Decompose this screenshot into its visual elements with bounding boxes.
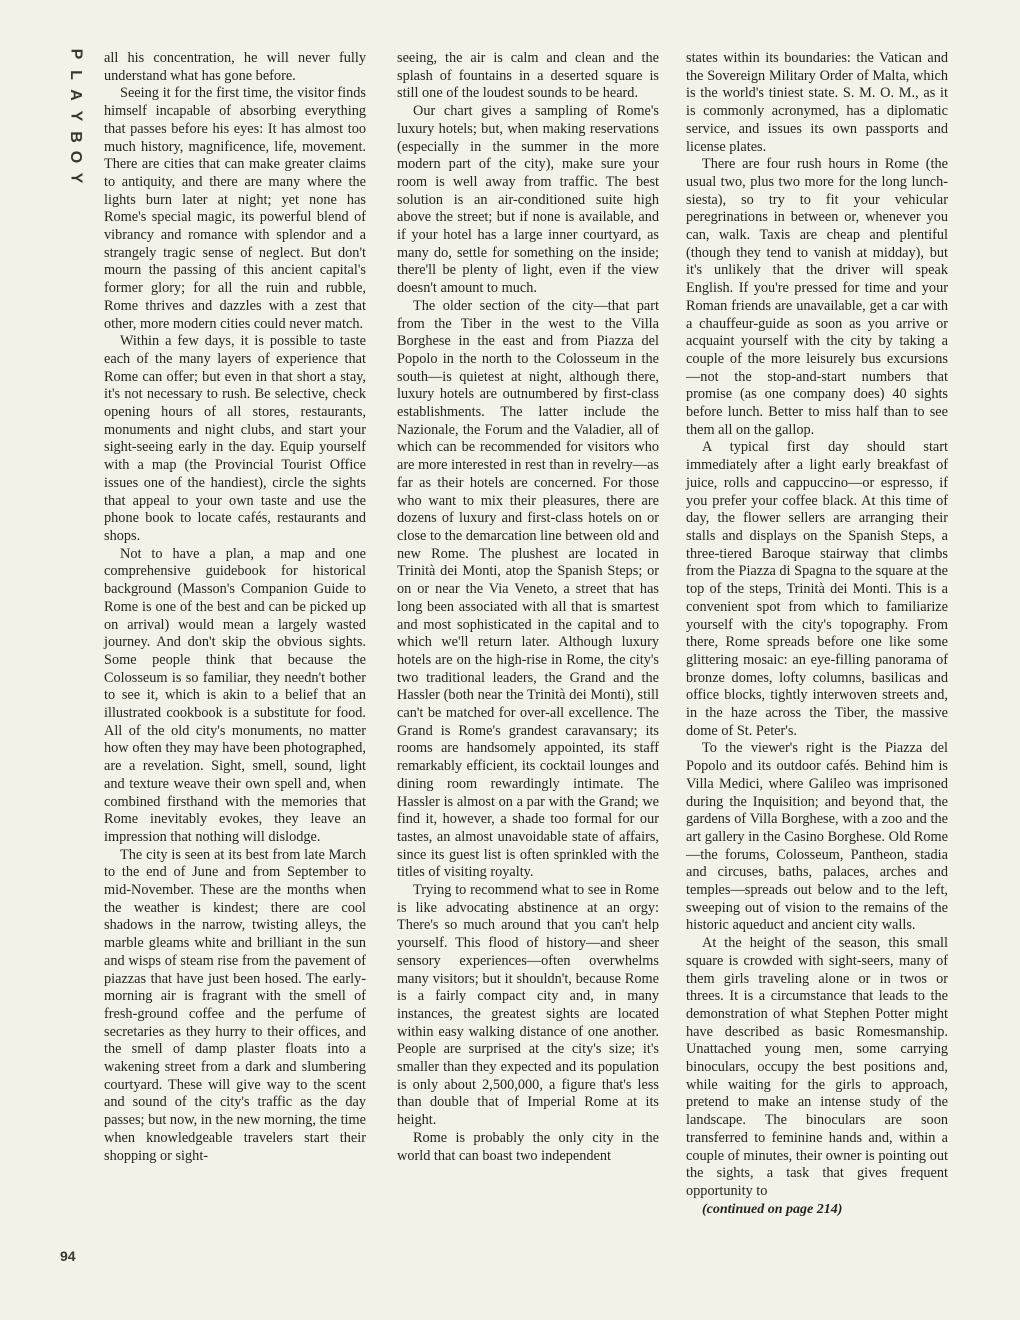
paragraph: To the viewer's right is the Piazza del Popolo and its outdoor cafés. Behind him is Villa Medici, where Galileo was imprisoned during the Inquisition; and beyond that, the gardens of Villa Borghese, with a zoo and the art gallery in the Casino Borghese. Old Rome—the forums, Colosseum, Pantheon, stadia and circuses, baths, palaces, arches and temples—spreads out below and to the left, sweeping out of vision to the remains of the historic aqueduct and ancient city walls.: [686, 740, 948, 934]
paragraph: Within a few days, it is possible to taste each of the many layers of experience that Rome can offer; but even in that short a stay, it's not necessary to rush. Be selective, check opening hours of all stores, restaurants, monuments and night clubs, and start your sight-seeing early in the day. Equip yourself with a map (the Provincial Tourist Office issues one of the handiest), circle the sights that appeal to your own taste and use the phone book to locate cafés, restaurants and shops.: [104, 333, 366, 544]
paragraph: all his concentration, he will never fully understand what has gone before.: [104, 50, 366, 84]
continued-note[interactable]: (continued on page 214): [702, 1201, 843, 1217]
paragraph: At the height of the season, this small square is crowded with sight-seers, many of them girls traveling alone or in twos or threes. It is a circumstance that leads to the demonstration of what Stephen Potter might have described as basic Romesmanship. Unattached young men, some carrying binoculars, occupy the best positions and, while waiting for the girls to approach, pretend to make an intense study of the landscape. The binoculars are soon transferred to feminine hands and, within a couple of minutes, their owner is pointing out the sights, a task that gives frequent opportunity to: [686, 935, 948, 1199]
paragraph: states within its boundaries: the Vatican and the Sovereign Military Order of Malta, which is the world's tiniest state. S. M. O. M., as it is commonly acronymed, has a diplomatic service, and issues its own passports and license plates.: [686, 50, 948, 155]
paragraph: Not to have a plan, a map and one comprehensive guidebook for historical background (Masson's Companion Guide to Rome is one of the best and can be picked up on arrival) would mean a largely wasted journey. And don't skip the obvious sights. Some people think that because the Colosseum is so familiar, they needn't bother to see it, which is akin to a belief that an illustrated cookbook is a substitute for food. All of the old city's monuments, no matter how often they may have been photographed, are a revelation. Sight, smell, sound, light and texture weave their own spell and, when combined firsthand with the memories that Rome inevitably evokes, they leave an impression that nothing will dislodge.: [104, 545, 366, 845]
masthead-letter: A: [67, 89, 84, 102]
masthead-letter: Y: [66, 110, 84, 122]
page-number: 94: [60, 1248, 76, 1264]
text-column-1: [104, 50, 366, 1165]
masthead-letter: P: [66, 48, 84, 60]
paragraph: Seeing it for the first time, the visitor finds himself incapable of absorbing everything that passes before his eyes: It has almost too much history, magnificence, life, movement. There are cities that can make greater claims to antiquity, and there are many where the lights burn later at night; yet none has Rome's special magic, its powerful blend of vibrancy and romance with splendor and a strangely tragic sense of neglect. But don't mourn the passing of this ancient capital's former glory; for all the ruin and rubble, Rome thrives and dazzles with a zest that other, more modern cities could never match.: [104, 85, 366, 332]
paragraph: The older section of the city—that part from the Tiber in the west to the Villa Borghese in the east and from Piazza del Popolo in the north to the Colosseum in the south—is quietest at night, although there, luxury hotels are outnumbered by first-class establishments. The latter include the Nazionale, the Forum and the Valadier, all of which can be recommended for visitors who are more interested in rest than in revelry—as far as their hotels are concerned. For those who want to mix their pleasures, there are dozens of luxury and first-class hotels on or close to the demarcation line between old and new Rome. The plushest are located in Trinità dei Monti, atop the Spanish Steps; or on or near the Via Veneto, a street that has long been associated with all that is smartest and most sophisticated in the capital and to which we'll return later. Although luxury hotels are on the high-rise in Rome, the city's two traditional leaders, the Grand and the Hassler (both near the Trinità dei Monti), still can't be matched for over-all excellence. The Grand is Rome's grandest caravansary; its rooms are handsomely appointed, its staff remarkably efficient, its cocktail lounges and dining room rewardingly intimate. The Hassler is almost on a par with the Grand; we find it, however, a shade too formal for our tastes, an almost unavoidable state of affairs, since its guest list is often sprinkled with the titles of visiting royalty.: [397, 297, 659, 881]
paragraph: The city is seen at its best from late March to the end of June and from September to mid-November. These are the months when the weather is kindest; there are cool shadows in the narrow, twisting alleys, the marble gleams white and brilliant in the sun and wisps of steam rise from the pavement of piazzas that have just been hosed. The early-morning air is fragrant with the smell of fresh-ground coffee and the perfume of secretaries as they hurry to their offices, and the smell of damp plaster floats into a wakening street from a dark and slumbering courtyard. These will give way to the scent and sound of the city's traffic as the day passes; but now, in the new morning, the time when knowledgeable travelers start their shopping or sight-: [104, 846, 366, 1164]
masthead-letter: L: [67, 69, 84, 80]
text-column-3: [686, 50, 948, 1218]
text-column-2: [397, 50, 659, 1165]
paragraph: Rome is probably the only city in the world that can boast two independent: [397, 1129, 659, 1164]
paragraph: There are four rush hours in Rome (the usual two, plus two more for the long lunch-siesta), so try to fit your vehicular peregrinations in between or, whenever you can, walk. Taxis are cheap and plentiful (though they tend to vanish at midday), but it's unlikely that the driver will speak English. If you're pressed for time and your Roman friends are unavailable, get a car with a chauffeur-guide as soon as you arrive or acquaint yourself with the city by taking a couple of the more leisurely bus excursions—not the stop-and-start numbers that promise (as one company does) 40 sights before lunch. Better to miss half than to see them all on the gallop.: [686, 156, 948, 438]
paragraph: Our chart gives a sampling of Rome's luxury hotels; but, when making reservations (especially in the summer in the more modern part of the city), make sure your room is well away from traffic. The best solution is an air-conditioned suite high above the street; but if none is available, and if your hotel has a large inner courtyard, as many do, settle for something on the inside; there'll be plenty of light, even if the view doesn't amount to much.: [397, 103, 659, 297]
paragraph: Trying to recommend what to see in Rome is like advocating abstinence at an orgy: There's so much around that you can't help yourself. This flood of history—and sheer sensory experiences—often overwhelms many visitors; but it shouldn't, because Rome is a fairly compact city and, in many instances, the greatest sights are located within easy walking distance of one another. People are surprised at the city's size; it's smaller than they expected and its population is only about 2,500,000, a figure that's less than double that of Imperial Rome at its height.: [397, 882, 659, 1129]
masthead-letter: B: [67, 130, 84, 143]
playboy-masthead: [58, 46, 92, 186]
masthead-letter: Y: [66, 172, 84, 184]
masthead-letter: O: [66, 151, 84, 164]
paragraph: A typical first day should start immediately after a light early breakfast of juice, rolls and cappuccino—or espresso, if you prefer your coffee black. At this time of day, the flower sellers are arranging their stalls and displays on the Spanish Steps, a three-tiered Baroque stairway that climbs from the Piazza di Spagna to the square at the top of the steps, Trinità dei Monti. This is a convenient spot from which to familiarize yourself with the city's topography. From there, Rome spreads before one like some glittering mosaic: an eye-filling panorama of bronze domes, lofty columns, basilicas and office blocks, tightly interwoven streets and, in the haze across the Tiber, the massive dome of St. Peter's.: [686, 439, 948, 739]
paragraph: seeing, the air is calm and clean and the splash of fountains in a deserted square is still one of the loudest sounds to be heard.: [397, 50, 659, 102]
